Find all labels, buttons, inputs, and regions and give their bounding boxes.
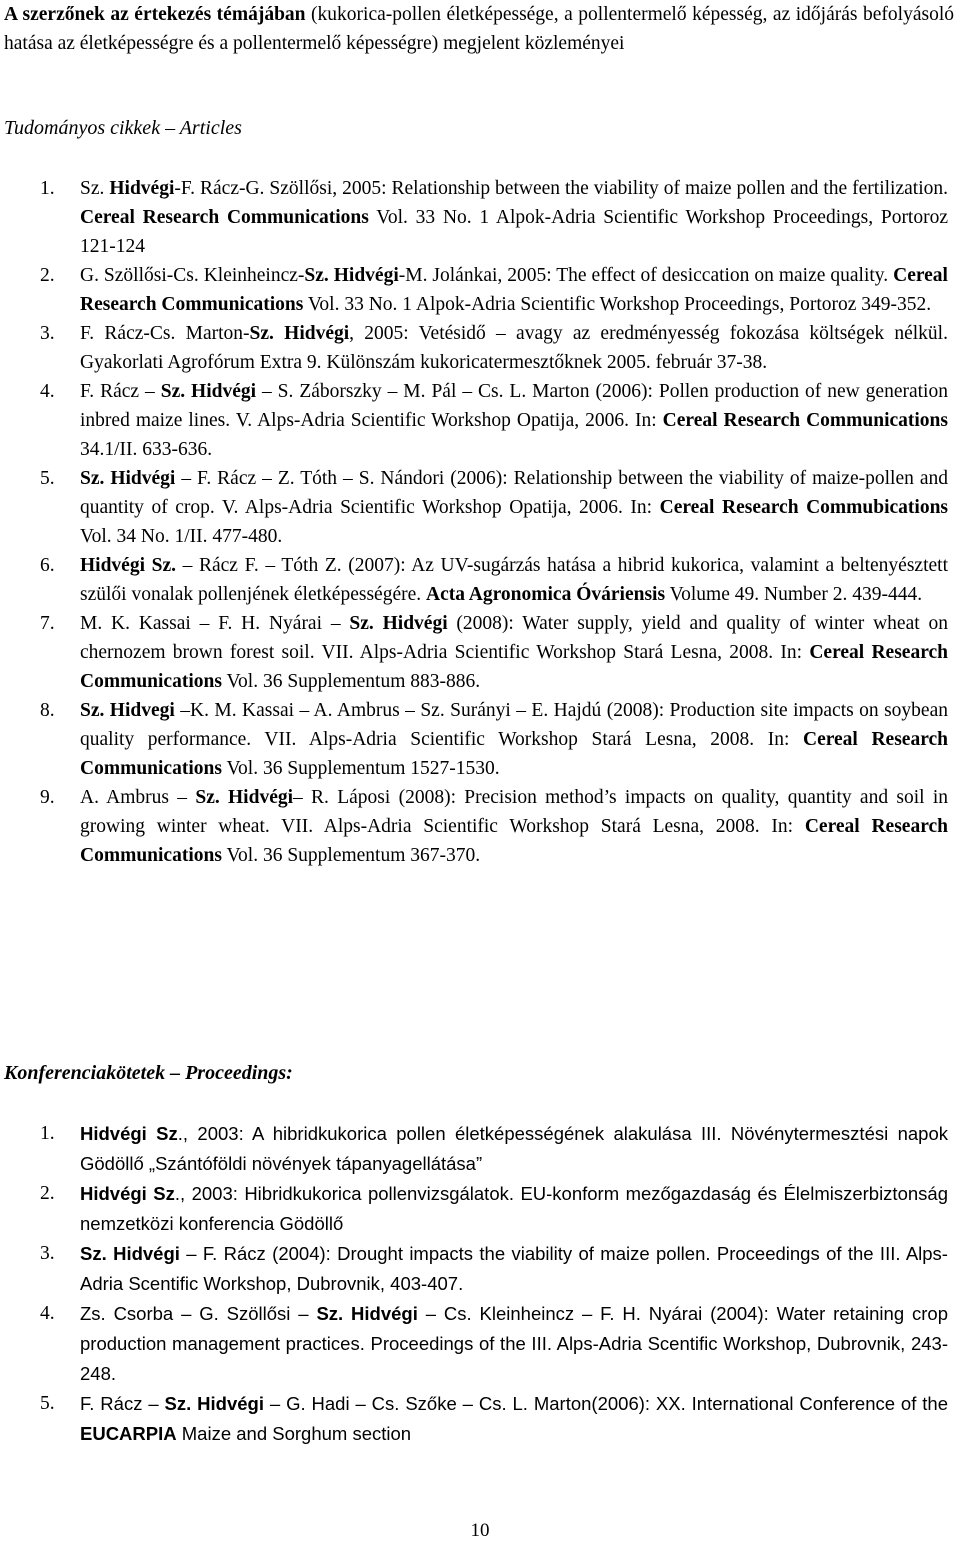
proceeding-item-number: 5. — [40, 1393, 55, 1414]
articles-heading: Tudományos cikkek – Articles — [4, 117, 242, 139]
article-item-text: G. Szöllősi-Cs. Kleinheincz-Sz. Hidvégi-M. Jolánkai, 2005: The effect of desiccation on maize quality. Cereal Research Communications Vol. 33 No. 1 Alpok-Adria Scientific Workshop Proceedings, Portoroz 349-352. — [80, 265, 948, 315]
article-item-text: M. K. Kassai – F. H. Nyárai – Sz. Hidvégi (2008): Water supply, yield and quality of winter wheat on chernozem brown forest soil. VII. Alps-Adria Scientific Workshop Stará Lesna, 2008. In: Cereal Research Communications Vol. 36 Supplementum 883-886. — [80, 613, 948, 692]
article-item-number: 2. — [40, 265, 55, 286]
page-number: 10 — [470, 1520, 490, 1541]
proceeding-item — [40, 1179, 948, 1239]
article-item-number: 3. — [40, 323, 55, 344]
article-item-number: 1. — [40, 178, 55, 199]
proceedings-list — [40, 1119, 948, 1449]
article-item — [40, 261, 948, 319]
proceeding-item-text: F. Rácz – Sz. Hidvégi – G. Hadi – Cs. Szőke – Cs. L. Marton(2006): XX. International Conference of the EUCARPIA Maize and Sorghum section — [80, 1393, 948, 1444]
article-item — [40, 464, 948, 551]
article-item-text: F. Rácz-Cs. Marton-Sz. Hidvégi, 2005: Vetésidő – avagy az eredményesség fokozása költségek nélkül. Gyakorlati Agrofórum Extra 9. Különszám kukoricatermesztőknek 2005. február 37-38. — [80, 323, 948, 373]
proceeding-item — [40, 1389, 948, 1449]
article-item-number: 6. — [40, 555, 55, 576]
proceeding-item-number: 1. — [40, 1123, 55, 1144]
article-item-number: 9. — [40, 787, 55, 808]
proceeding-item — [40, 1239, 948, 1299]
article-item — [40, 377, 948, 464]
article-item-text: F. Rácz – Sz. Hidvégi – S. Záborszky – M. Pál – Cs. L. Marton (2006): Pollen production of new generation inbred maize lines. V. Alps-Adria Scientific Workshop Opatija, 2006. In: Cereal Research Communications 34.1/II. 633-636. — [80, 381, 948, 460]
article-item — [40, 551, 948, 609]
article-item-number: 7. — [40, 613, 55, 634]
articles-list — [40, 174, 948, 870]
article-item — [40, 609, 948, 696]
intro-text: (kukorica-pollen életképessége, a pollentermelő képesség, az időjárás befolyásoló hatása az életképességre és a pollentermelő képességre) megjelent közleményei — [4, 4, 954, 54]
article-item-text: Hidvégi Sz. – Rácz F. – Tóth Z. (2007): Az UV-sugárzás hatása a hibrid kukorica, valamint a beltenyésztett szülői vonalak pollenjének életképességére. Acta Agronomica Óváriensis Volume 49. Number 2. 439-444. — [80, 555, 948, 605]
article-item-number: 8. — [40, 700, 55, 721]
proceeding-item — [40, 1299, 948, 1389]
article-item — [40, 319, 948, 377]
proceeding-item-text: Hidvégi Sz., 2003: Hibridkukorica pollenvizsgálatok. EU-konform mezőgazdaság és Élelmiszerbiztonság nemzetközi konferencia Gödöllő — [80, 1183, 948, 1234]
article-item-number: 5. — [40, 468, 55, 489]
article-item-text: Sz. Hidvégi-F. Rácz-G. Szöllősi, 2005: Relationship between the viability of maize pollen and the fertilization. Cereal Research Communications Vol. 33 No. 1 Alpok-Adria Scientific Workshop Proceedings, Portoroz 121-124 — [80, 178, 949, 257]
article-item-number: 4. — [40, 381, 55, 402]
proceedings-heading: Konferenciakötetek – Proceedings: — [4, 1062, 293, 1084]
article-item-text: A. Ambrus – Sz. Hidvégi– R. Láposi (2008): Precision method’s impacts on quality, quantity and soil in growing winter wheat. VII. Alps-Adria Scientific Workshop Stará Lesna, 2008. In: Cereal Research Communications Vol. 36 Supplementum 367-370. — [80, 787, 948, 866]
article-item — [40, 696, 948, 783]
proceeding-item — [40, 1119, 948, 1179]
proceeding-item-number: 4. — [40, 1303, 55, 1324]
proceeding-item-number: 3. — [40, 1243, 55, 1264]
article-item — [40, 783, 948, 870]
proceeding-item-text: Hidvégi Sz., 2003: A hibridkukorica pollen életképességének alakulása III. Növénytermesztési napok Gödöllő „Szántóföldi növények tápanyagellátása” — [80, 1123, 948, 1174]
intro-bold: A szerzőnek az értekezés témájában — [4, 4, 306, 25]
article-item-text: Sz. Hidvegi –K. M. Kassai – A. Ambrus – Sz. Surányi – E. Hajdú (2008): Production site impacts on soybean quality performance. VII. Alps-Adria Scientific Workshop Stará Lesna, 2008. In: Cereal Research Communications Vol. 36 Supplementum 1527-1530. — [80, 700, 948, 779]
proceeding-item-number: 2. — [40, 1183, 55, 1204]
intro-paragraph — [4, 0, 954, 58]
article-item — [40, 174, 948, 261]
article-item-text: Sz. Hidvégi – F. Rácz – Z. Tóth – S. Nándori (2006): Relationship between the viability of maize-pollen and quantity of crop. V. Alps-Adria Scientific Workshop Opatija, 2006. In: Cereal Research Commubications Vol. 34 No. 1/II. 477-480. — [80, 468, 948, 547]
proceeding-item-text: Sz. Hidvégi – F. Rácz (2004): Drought impacts the viability of maize pollen. Proceedings of the III. Alps-Adria Scentific Workshop, Dubrovnik, 403-407. — [80, 1243, 948, 1294]
proceeding-item-text: Zs. Csorba – G. Szöllősi – Sz. Hidvégi – Cs. Kleinheincz – F. H. Nyárai (2004): Water retaining crop production management practices. Proceedings of the III. Alps-Adria Scentific Workshop, Dubrovnik, 243-248. — [80, 1303, 948, 1384]
